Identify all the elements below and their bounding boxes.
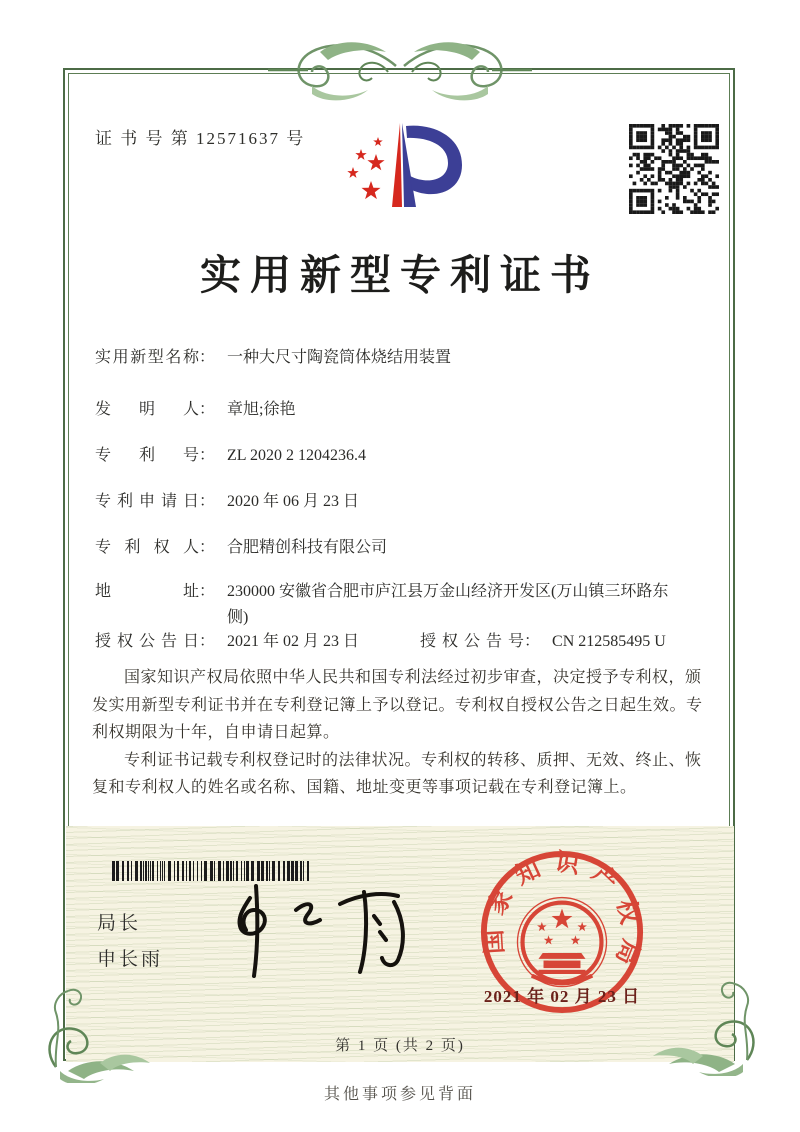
field-label: 授权公告日 (95, 633, 199, 650)
field-value: 230000 安徽省合肥市庐江县万金山经济开发区(万山镇三环路东侧) (227, 583, 669, 626)
seal-date: 2021 年 02 月 23 日 (483, 987, 641, 1006)
field-value: 一种大尺寸陶瓷筒体烧结用装置 (227, 349, 452, 366)
field-filing-date: 专利申请日： 2020 年 06 月 23 日 (95, 489, 359, 515)
top-scroll-ornament-icon (268, 32, 532, 104)
field-patent-number: 专 利 号： ZL 2020 2 1204236.4 (95, 443, 366, 469)
field-label: 实用新型名称 (95, 349, 199, 366)
page-indicator: 第 1 页 (共 2 页) (335, 1038, 465, 1054)
field-value: 合肥精创科技有限公司 (227, 539, 388, 556)
bottom-left-scroll-ornament-icon (40, 983, 160, 1083)
qr-code (629, 124, 719, 214)
field-value: ZL 2020 2 1204236.4 (227, 447, 366, 464)
handwritten-signature (212, 876, 422, 986)
field-address: 地 址： 230000 安徽省合肥市庐江县万金山经济开发区(万山镇三环路东侧) (95, 579, 679, 630)
commissioner-title: 局长 (97, 913, 142, 934)
field-label: 专 利 号 (95, 447, 199, 464)
legal-text (92, 664, 710, 802)
cnipa-logo-icon (328, 110, 480, 222)
back-side-note: 其他事项参见背面 (323, 1086, 476, 1103)
field-value: 2021 年 02 月 23 日 (227, 633, 360, 650)
field-label: 专 利 权 人 (95, 539, 199, 556)
field-label: 地 址 (95, 583, 199, 600)
national-emblem (517, 898, 606, 987)
svg-text:国家知识产权局: 国家知识产权局 (479, 848, 646, 980)
field-inventors: 发 明 人： 章旭;徐艳 (95, 397, 295, 423)
field-patentee: 专 利 权 人： 合肥精创科技有限公司 (95, 535, 387, 561)
field-label: 专利申请日 (95, 493, 199, 510)
field-grant-row: 授权公告日： 2021 年 02 月 23 日 授权公告号： CN 212585495 U (95, 629, 705, 655)
field-label: 授权公告号 (420, 633, 524, 650)
field-value: CN 212585495 U (552, 633, 666, 650)
field-grant-number: 授权公告号： CN 212585495 U (420, 629, 666, 655)
legal-paragraph-2: 专利证书记载专利权登记时的法律状况。专利权的转移、质押、无效、终止、恢复和专利权人的姓名或名称、国籍、地址变更等事项记载在专利登记簿上。 (92, 751, 702, 797)
legal-paragraph-1: 国家知识产权局依照中华人民共和国专利法经过初步审查，决定授予专利权，颁发实用新型专利证书并在专利登记簿上予以登记。专利权自授权公告之日起生效。专利权期限为十年，自申请日起算。 (92, 669, 703, 742)
certificate-title: 实用新型专利证书 (200, 252, 600, 298)
field-value: 章旭;徐艳 (227, 401, 296, 418)
field-label: 发 明 人 (95, 401, 199, 418)
certificate-number: 证 书 号 第 12571637 号 (95, 129, 306, 148)
field-value: 2020 年 06 月 23 日 (227, 493, 360, 510)
field-utility-model-name: 实用新型名称： 一种大尺寸陶瓷筒体烧结用装置 (95, 345, 451, 371)
commissioner-name: 申长雨 (97, 949, 164, 970)
